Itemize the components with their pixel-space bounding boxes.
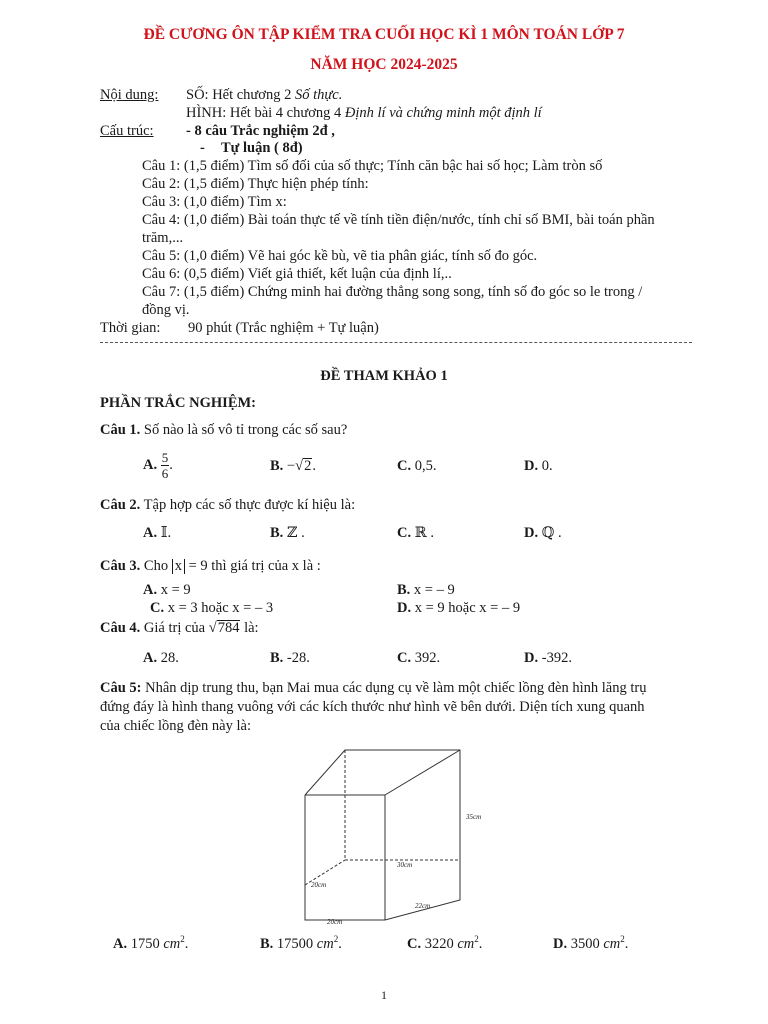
q3-option-a: A. x = 9 xyxy=(143,582,191,598)
q1-option-c: C. 0,5. xyxy=(397,458,437,474)
q3-option-d: D. x = 9 hoặc x = – 9 xyxy=(397,600,521,616)
structure-item: Câu 2: (1,5 điểm) Thực hiện phép tính: xyxy=(142,176,369,192)
structure-item: đồng vị. xyxy=(142,302,190,318)
question-5-line: đứng đáy là hình thang vuông với các kích thước như hình vẽ bên dưới. Diện tích xung quanh xyxy=(100,699,645,715)
q3-option-b: B. x = – 9 xyxy=(397,582,455,598)
prism-top-edge xyxy=(385,750,460,795)
structure-mcq: - 8 câu Trắc nghiệm 2đ , xyxy=(186,123,335,139)
q4-option-a: A. 28. xyxy=(143,650,179,666)
structure-label: Cấu trúc: xyxy=(100,123,154,139)
q2-option-b: B. ℤ . xyxy=(270,525,305,541)
question-4: Câu 4. Giá trị của √784 là: xyxy=(100,620,259,636)
page-number: 1 xyxy=(381,988,387,1002)
question-5: Câu 5: Nhân dịp trung thu, bạn Mai mua các dụng cụ về làm một chiếc lồng đèn hình lăng trụ xyxy=(100,680,647,696)
q2-option-c: C. ℝ . xyxy=(397,525,435,541)
school-year: NĂM HỌC 2024-2025 xyxy=(310,56,458,73)
q3-option-c: C. x = 3 hoặc x = – 3 xyxy=(150,600,274,616)
dashed-divider xyxy=(100,342,692,343)
exam-heading: ĐỀ THAM KHẢO 1 xyxy=(320,368,448,384)
dim-side-label: 20cm xyxy=(311,881,327,889)
structure-essay-dash: - xyxy=(200,140,205,156)
content-hinh: HÌNH: Hết bài 4 chương 4 Định lí và chứng minh một định lí xyxy=(186,105,542,121)
structure-item: Câu 7: (1,5 điểm) Chứng minh hai đường thẳng song song, tính số đo góc so le trong / xyxy=(142,284,643,300)
q4-option-b: B. -28. xyxy=(270,650,310,666)
structure-item: Câu 3: (1,0 điểm) Tìm x: xyxy=(142,194,287,210)
q1-option-b: B. −√2. xyxy=(270,458,316,474)
structure-item: Câu 5: (1,0 điểm) Vẽ hai góc kề bù, vẽ tia phân giác, tính số đo góc. xyxy=(142,248,538,264)
q4-option-c: C. 392. xyxy=(397,650,441,666)
section-heading: PHẦN TRẮC NGHIỆM: xyxy=(100,395,257,411)
document-title: ĐỀ CƯƠNG ÔN TẬP KIỂM TRA CUỐI HỌC KÌ 1 MÔN TOÁN LỚP 7 xyxy=(143,26,625,43)
question-1: Câu 1. Số nào là số vô tỉ trong các số sau? xyxy=(100,422,348,438)
content-so: SỐ: Hết chương 2 Số thực. xyxy=(186,87,343,103)
q1-option-d: D. 0. xyxy=(524,458,553,474)
time-value: 90 phút (Trắc nghiệm + Tự luận) xyxy=(188,320,379,336)
prism-figure xyxy=(300,745,490,930)
q5-option-c: C. 3220 $cm^2$. xyxy=(407,934,483,952)
prism-outline xyxy=(305,750,460,920)
structure-item: trăm,... xyxy=(142,230,184,246)
q5-option-b: B. 17500 $cm^2$. xyxy=(260,934,342,952)
dim-height-label: 35cm xyxy=(466,813,482,821)
dim-base-label: 22cm xyxy=(415,902,431,910)
q1-option-a: A. $\frac{5}{6}$ . xyxy=(143,450,173,481)
content-label: Nội dung: xyxy=(100,87,159,103)
dim-bottom-label: 20cm xyxy=(327,918,343,926)
question-5-line: của chiếc lồng đèn này là: xyxy=(100,718,251,734)
time-label: Thời gian: xyxy=(100,320,161,336)
structure-item: Câu 6: (0,5 điểm) Viết giả thiết, kết luận của định lí,.. xyxy=(142,266,452,282)
question-3: Câu 3. Cho x = 9 thì giá trị của x là : xyxy=(100,558,321,574)
structure-item: Câu 4: (1,0 điểm) Bài toán thực tế về tính tiền điện/nước, tính chỉ số BMI, bài toán phần xyxy=(142,212,655,228)
q5-option-d: D. 3500 $cm^2$. xyxy=(553,934,629,952)
q5-option-a: A. 1750 $cm^2$. xyxy=(113,934,189,952)
q2-option-d: D. ℚ . xyxy=(524,525,562,541)
structure-essay: Tự luận ( 8đ) xyxy=(221,140,303,156)
structure-item: Câu 1: (1,5 điểm) Tìm số đối của số thực; Tính căn bậc hai số học; Làm tròn số xyxy=(142,158,603,174)
q4-option-d: D. -392. xyxy=(524,650,572,666)
q2-option-a: A. 𝕀. xyxy=(143,525,172,541)
question-2: Câu 2. Tập hợp các số thực được kí hiệu là: xyxy=(100,497,356,513)
dim-top-label: 30cm xyxy=(397,861,413,869)
